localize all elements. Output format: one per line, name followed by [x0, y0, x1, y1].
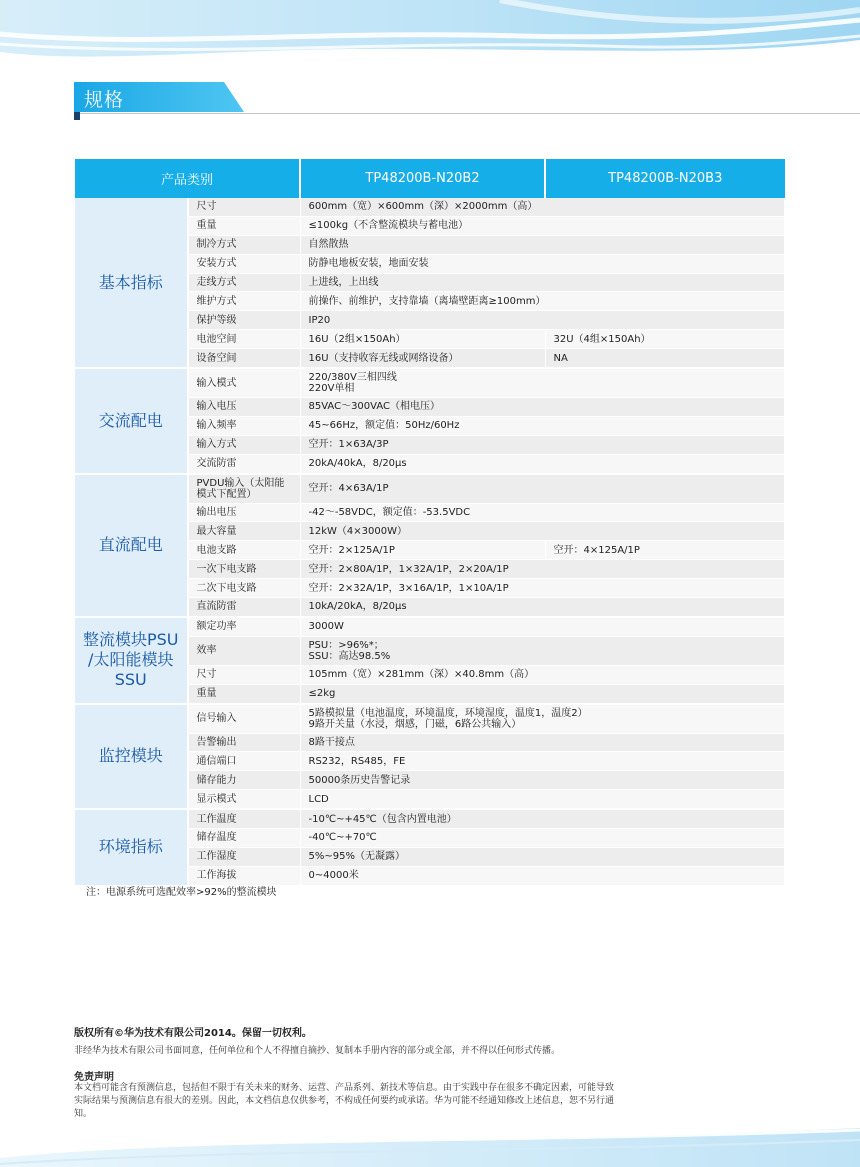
spec-key: 重量: [188, 216, 301, 235]
spec-key: 交流防雷: [188, 454, 301, 473]
spec-value: 空开：1×63A/3P: [300, 435, 785, 454]
spec-table-body: [75, 198, 785, 886]
spec-key: 额定功率: [188, 617, 301, 636]
spec-value-b2: 16U（2组×150Ah）: [300, 330, 545, 349]
spec-value: -10℃~+45℃（包含内置电池）: [300, 809, 785, 828]
spec-value-b3: 空开：4×125A/1P: [545, 541, 785, 560]
spec-value-b2: 空开：2×125A/1P: [300, 541, 545, 560]
spec-key: 一次下电支路: [188, 560, 301, 579]
spec-key: 工作温度: [188, 809, 301, 828]
spec-value: 600mm（宽）×600mm（深）×2000mm（高）: [300, 198, 785, 216]
spec-value: 5%~95%（无凝露）: [300, 847, 785, 866]
disclaimer-title: 免责声明: [74, 1072, 114, 1083]
spec-value: 45~66Hz，额定值：50Hz/60Hz: [300, 416, 785, 435]
spec-value: 50000条历史告警记录: [300, 771, 785, 790]
title-underline: [80, 113, 860, 114]
copyright-body: 非经华为技术有限公司书面同意，任何单位和个人不得擅自摘抄、复制本手册内容的部分或全部，并不得以任何形式传播。: [74, 1046, 561, 1056]
spec-key: 工作海拔: [188, 866, 301, 885]
spec-value: 5路模拟量（电池温度，环境温度，环境湿度，温度1，温度2） 9路开关量（水浸，烟感，门磁，6路公共输入）: [300, 704, 785, 734]
header-model-b3: TP48200B-N20B3: [545, 159, 785, 198]
group-label: 整流模块PSU /太阳能模块SSU: [75, 617, 188, 704]
spec-key: 二次下电支路: [188, 579, 301, 598]
spec-key: 输出电压: [188, 503, 301, 522]
spec-value: 8路干接点: [300, 733, 785, 752]
spec-value: 12kW（4×3000W）: [300, 522, 785, 541]
section-title-bar: [74, 82, 244, 112]
spec-key: 储存温度: [188, 829, 301, 848]
spec-key: 告警输出: [188, 733, 301, 752]
spec-key: 信号输入: [188, 704, 301, 734]
table-row: [75, 368, 785, 398]
spec-key: 电池支路: [188, 541, 301, 560]
spec-value: LCD: [300, 790, 785, 809]
spec-value: -42～-58VDC，额定值：-53.5VDC: [300, 503, 785, 522]
spec-key: 储存能力: [188, 771, 301, 790]
spec-value: 前操作、前维护，支持靠墙（离墙壁距离≥100mm）: [300, 292, 785, 311]
spec-value: 空开：4×63A/1P: [300, 474, 785, 504]
spec-key: 走线方式: [188, 273, 301, 292]
spec-key: 输入模式: [188, 368, 301, 398]
spec-value: 0~4000米: [300, 866, 785, 885]
spec-value: 220/380V三相四线 220V单相: [300, 368, 785, 398]
spec-key: 尺寸: [188, 198, 301, 216]
spec-key: 最大容量: [188, 522, 301, 541]
spec-value: IP20: [300, 311, 785, 330]
disclaimer-body: 本文档可能含有预测信息，包括但不限于有关未来的财务、运营、产品系列、新技术等信息。由于实践中存在很多不确定因素，可能导致实际结果与预测信息有很大的差别。因此，本文档信息仅供参考，不构成任何要约或承诺。华为可能不经通知修改上述信息，恕不另行通知。: [74, 1083, 615, 1119]
table-row: [75, 474, 785, 504]
footnote: 注：电源系统可选配效率>92%的整流模块: [86, 887, 277, 898]
spec-value: 105mm（宽）×281mm（深）×40.8mm（高）: [300, 665, 785, 684]
spec-value: PSU：>96%*； SSU：高达98.5%: [300, 636, 785, 665]
spec-value: 10kA/20kA，8/20μs: [300, 598, 785, 617]
spec-value: 3000W: [300, 617, 785, 636]
spec-value-b3: NA: [545, 349, 785, 368]
spec-key: 显示模式: [188, 790, 301, 809]
group-label: 环境指标: [75, 809, 188, 886]
spec-key: 输入频率: [188, 416, 301, 435]
spec-value-b3: 32U（4组×150Ah）: [545, 330, 785, 349]
spec-table: [75, 159, 785, 887]
spec-value: RS232，RS485，FE: [300, 752, 785, 771]
bottom-wave-decoration: [0, 1128, 860, 1167]
spec-value-b2: 16U（支持收容无线或网络设备）: [300, 349, 545, 368]
table-row: [75, 198, 785, 216]
spec-key: 制冷方式: [188, 235, 301, 254]
table-row: [75, 617, 785, 636]
spec-value: 上进线，上出线: [300, 273, 785, 292]
spec-value: 自然散热: [300, 235, 785, 254]
spec-value: 防静电地板安装，地面安装: [300, 254, 785, 273]
spec-key: 输入方式: [188, 435, 301, 454]
spec-value: 85VAC～300VAC（相电压）: [300, 398, 785, 417]
spec-key: 维护方式: [188, 292, 301, 311]
spec-key: 保护等级: [188, 311, 301, 330]
spec-key: PVDU输入（太阳能模式下配置）: [188, 474, 301, 504]
spec-key: 通信端口: [188, 752, 301, 771]
spec-value: ≤100kg（不含整流模块与蓄电池）: [300, 216, 785, 235]
spec-key: 尺寸: [188, 665, 301, 684]
spec-key: 设备空间: [188, 349, 301, 368]
section-title: 规格: [84, 89, 125, 111]
spec-key: 工作湿度: [188, 847, 301, 866]
group-label: 监控模块: [75, 704, 188, 810]
spec-table-header: [75, 159, 785, 198]
spec-value: 空开：2×32A/1P，3×16A/1P，1×10A/1P: [300, 579, 785, 598]
group-label: 基本指标: [75, 198, 188, 368]
top-wave-decoration: [0, 0, 860, 70]
spec-value: ≤2kg: [300, 684, 785, 703]
table-row: [75, 809, 785, 828]
spec-key: 效率: [188, 636, 301, 665]
spec-key: 直流防雷: [188, 598, 301, 617]
header-model-b2: TP48200B-N20B2: [300, 159, 545, 198]
spec-key: 电池空间: [188, 330, 301, 349]
group-label: 直流配电: [75, 474, 188, 617]
spec-value: -40℃~+70℃: [300, 829, 785, 848]
copyright-title: 版权所有©华为技术有限公司2014。保留一切权利。: [74, 1028, 312, 1039]
table-row: [75, 704, 785, 734]
spec-key: 安装方式: [188, 254, 301, 273]
group-label: 交流配电: [75, 368, 188, 474]
header-category: 产品类别: [75, 159, 300, 198]
spec-value: 空开：2×80A/1P，1×32A/1P，2×20A/1P: [300, 560, 785, 579]
spec-key: 重量: [188, 684, 301, 703]
spec-key: 输入电压: [188, 398, 301, 417]
spec-value: 20kA/40kA，8/20μs: [300, 454, 785, 473]
